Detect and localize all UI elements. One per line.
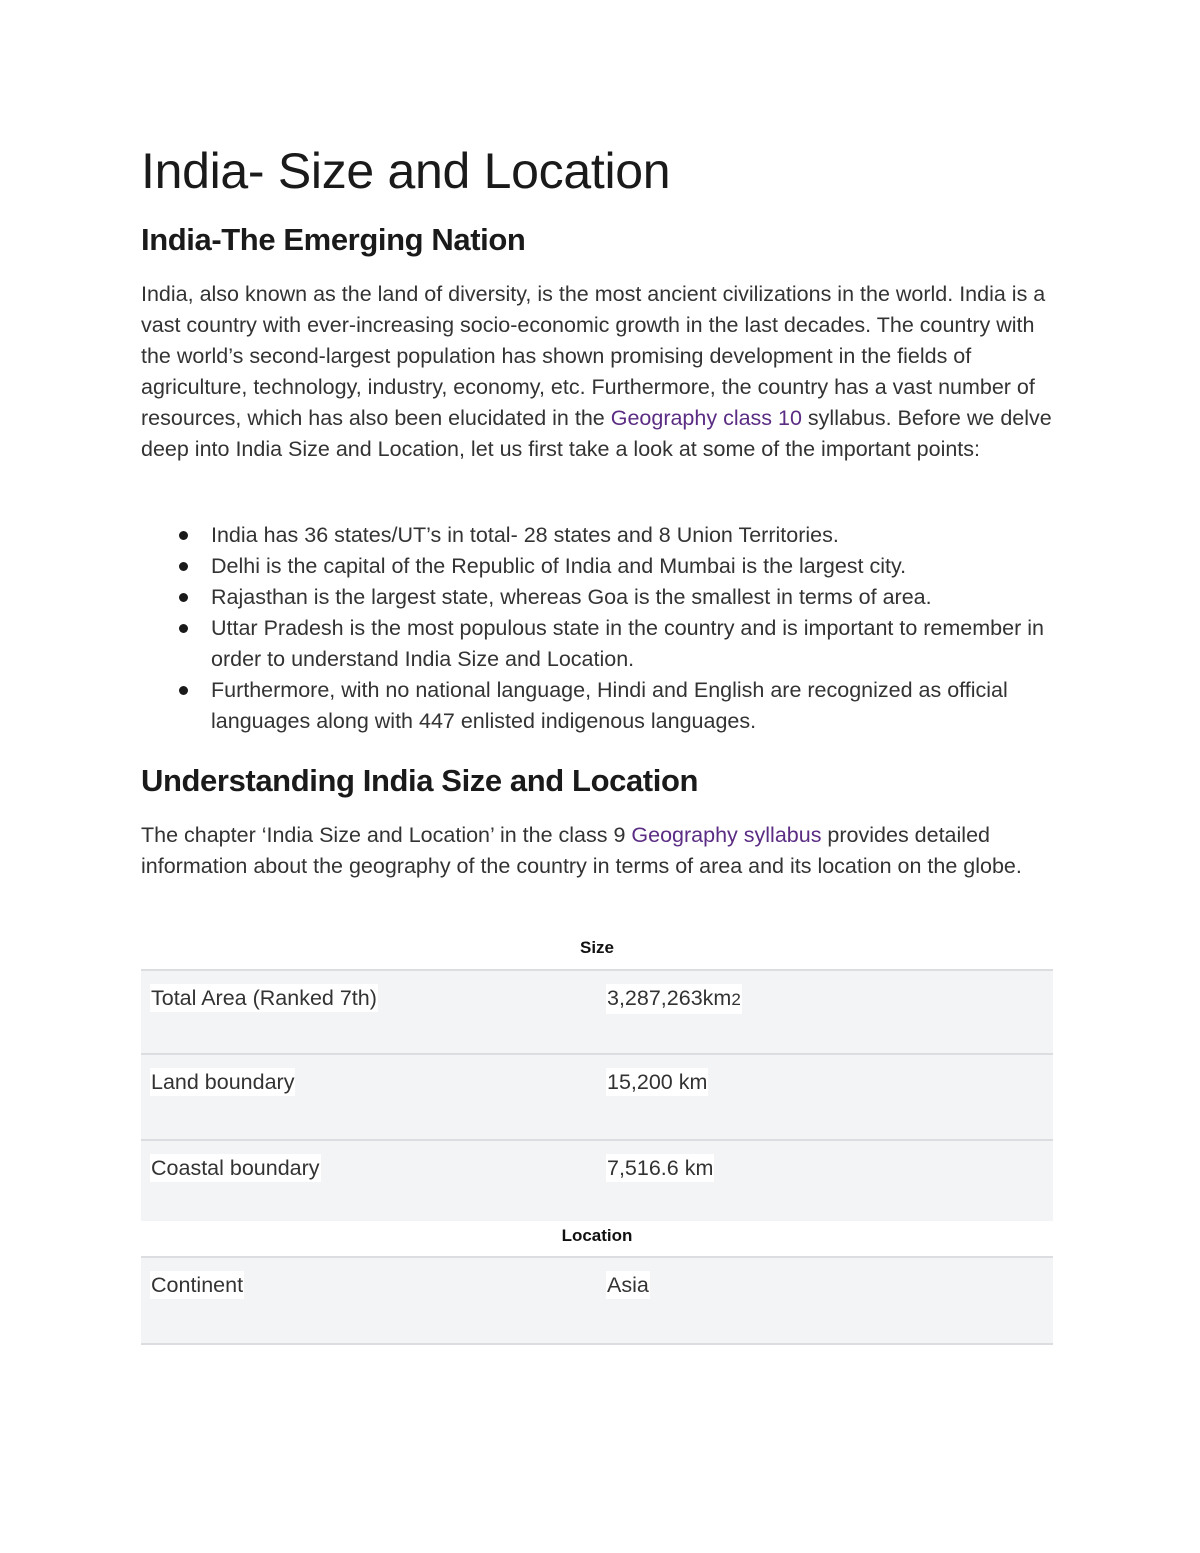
understanding-text-part1: The chapter ‘India Size and Location’ in the class 9: [141, 823, 632, 847]
geography-syllabus-link[interactable]: Geography syllabus: [631, 823, 822, 847]
list-item: Delhi is the capital of the Republic of India and Mumbai is the largest city.: [141, 551, 1053, 582]
table-cell-label: Coastal boundary: [151, 1156, 320, 1180]
table-row: [141, 1256, 1053, 1345]
page-title: India- Size and Location: [141, 143, 671, 199]
intro-paragraph: [141, 279, 1053, 465]
bullet-icon: [179, 531, 188, 540]
list-item: India has 36 states/UT’s in total- 28 states and 8 Union Territories.: [141, 520, 1053, 551]
intro-text-part2: syllabus. Before we delve deep into India Size and Location, let us first take a look at some of the important points:: [141, 406, 1052, 461]
list-item: Furthermore, with no national language, Hindi and English are recognized as official languages along with 447 enlisted indigenous languages.: [141, 675, 1053, 737]
bullet-icon: [179, 624, 188, 633]
bullet-icon: [179, 593, 188, 602]
understanding-text-part2: provides detailed information about the geography of the country in terms of area and its location on the globe.: [141, 823, 1022, 878]
table-cell-value: 15,200 km: [607, 1070, 708, 1094]
table-cell-label: Land boundary: [151, 1070, 295, 1094]
table-cell-value: 3,287,263km2: [606, 984, 742, 1014]
section-heading-understanding: Understanding India Size and Location: [141, 763, 699, 798]
understanding-paragraph: [141, 820, 1053, 882]
size-table: [141, 969, 1053, 1221]
geography-class-10-link[interactable]: Geography class 10: [610, 406, 802, 430]
size-table-caption: Size: [579, 938, 615, 957]
location-table-caption: Location: [141, 1222, 1053, 1254]
list-item: Rajasthan is the largest state, whereas Goa is the smallest in terms of area.: [141, 582, 1053, 613]
table-row: [141, 1139, 1053, 1221]
list-item: Uttar Pradesh is the most populous state in the country and is important to remember in order to understand India Size and Location.: [141, 613, 1053, 675]
bullet-icon: [179, 562, 188, 571]
key-points-list: [141, 520, 1053, 737]
area-unit-superscript: 2: [731, 990, 741, 1009]
table-cell-value: Asia: [607, 1273, 649, 1297]
section-heading-emerging-nation: India-The Emerging Nation: [141, 222, 526, 257]
table-cell-label: Total Area (Ranked 7th): [151, 986, 377, 1010]
table-cell-label: Continent: [151, 1273, 244, 1297]
table-row: [141, 969, 1053, 1053]
table-cell-value: 7,516.6 km: [607, 1156, 714, 1180]
location-table: [141, 1256, 1053, 1345]
table-row: [141, 1053, 1053, 1139]
bullet-icon: [179, 686, 188, 695]
intro-text-part1: India, also known as the land of diversity, is the most ancient civilizations in the world. India is a vast country with ever-increasing socio-economic growth in the last decades. The country with the world’s second-largest population has shown promising development in the fields of agriculture, technology, industry, economy, etc. Furthermore, the country has a vast number of resources, which has also been elucidated in the: [141, 282, 1046, 430]
